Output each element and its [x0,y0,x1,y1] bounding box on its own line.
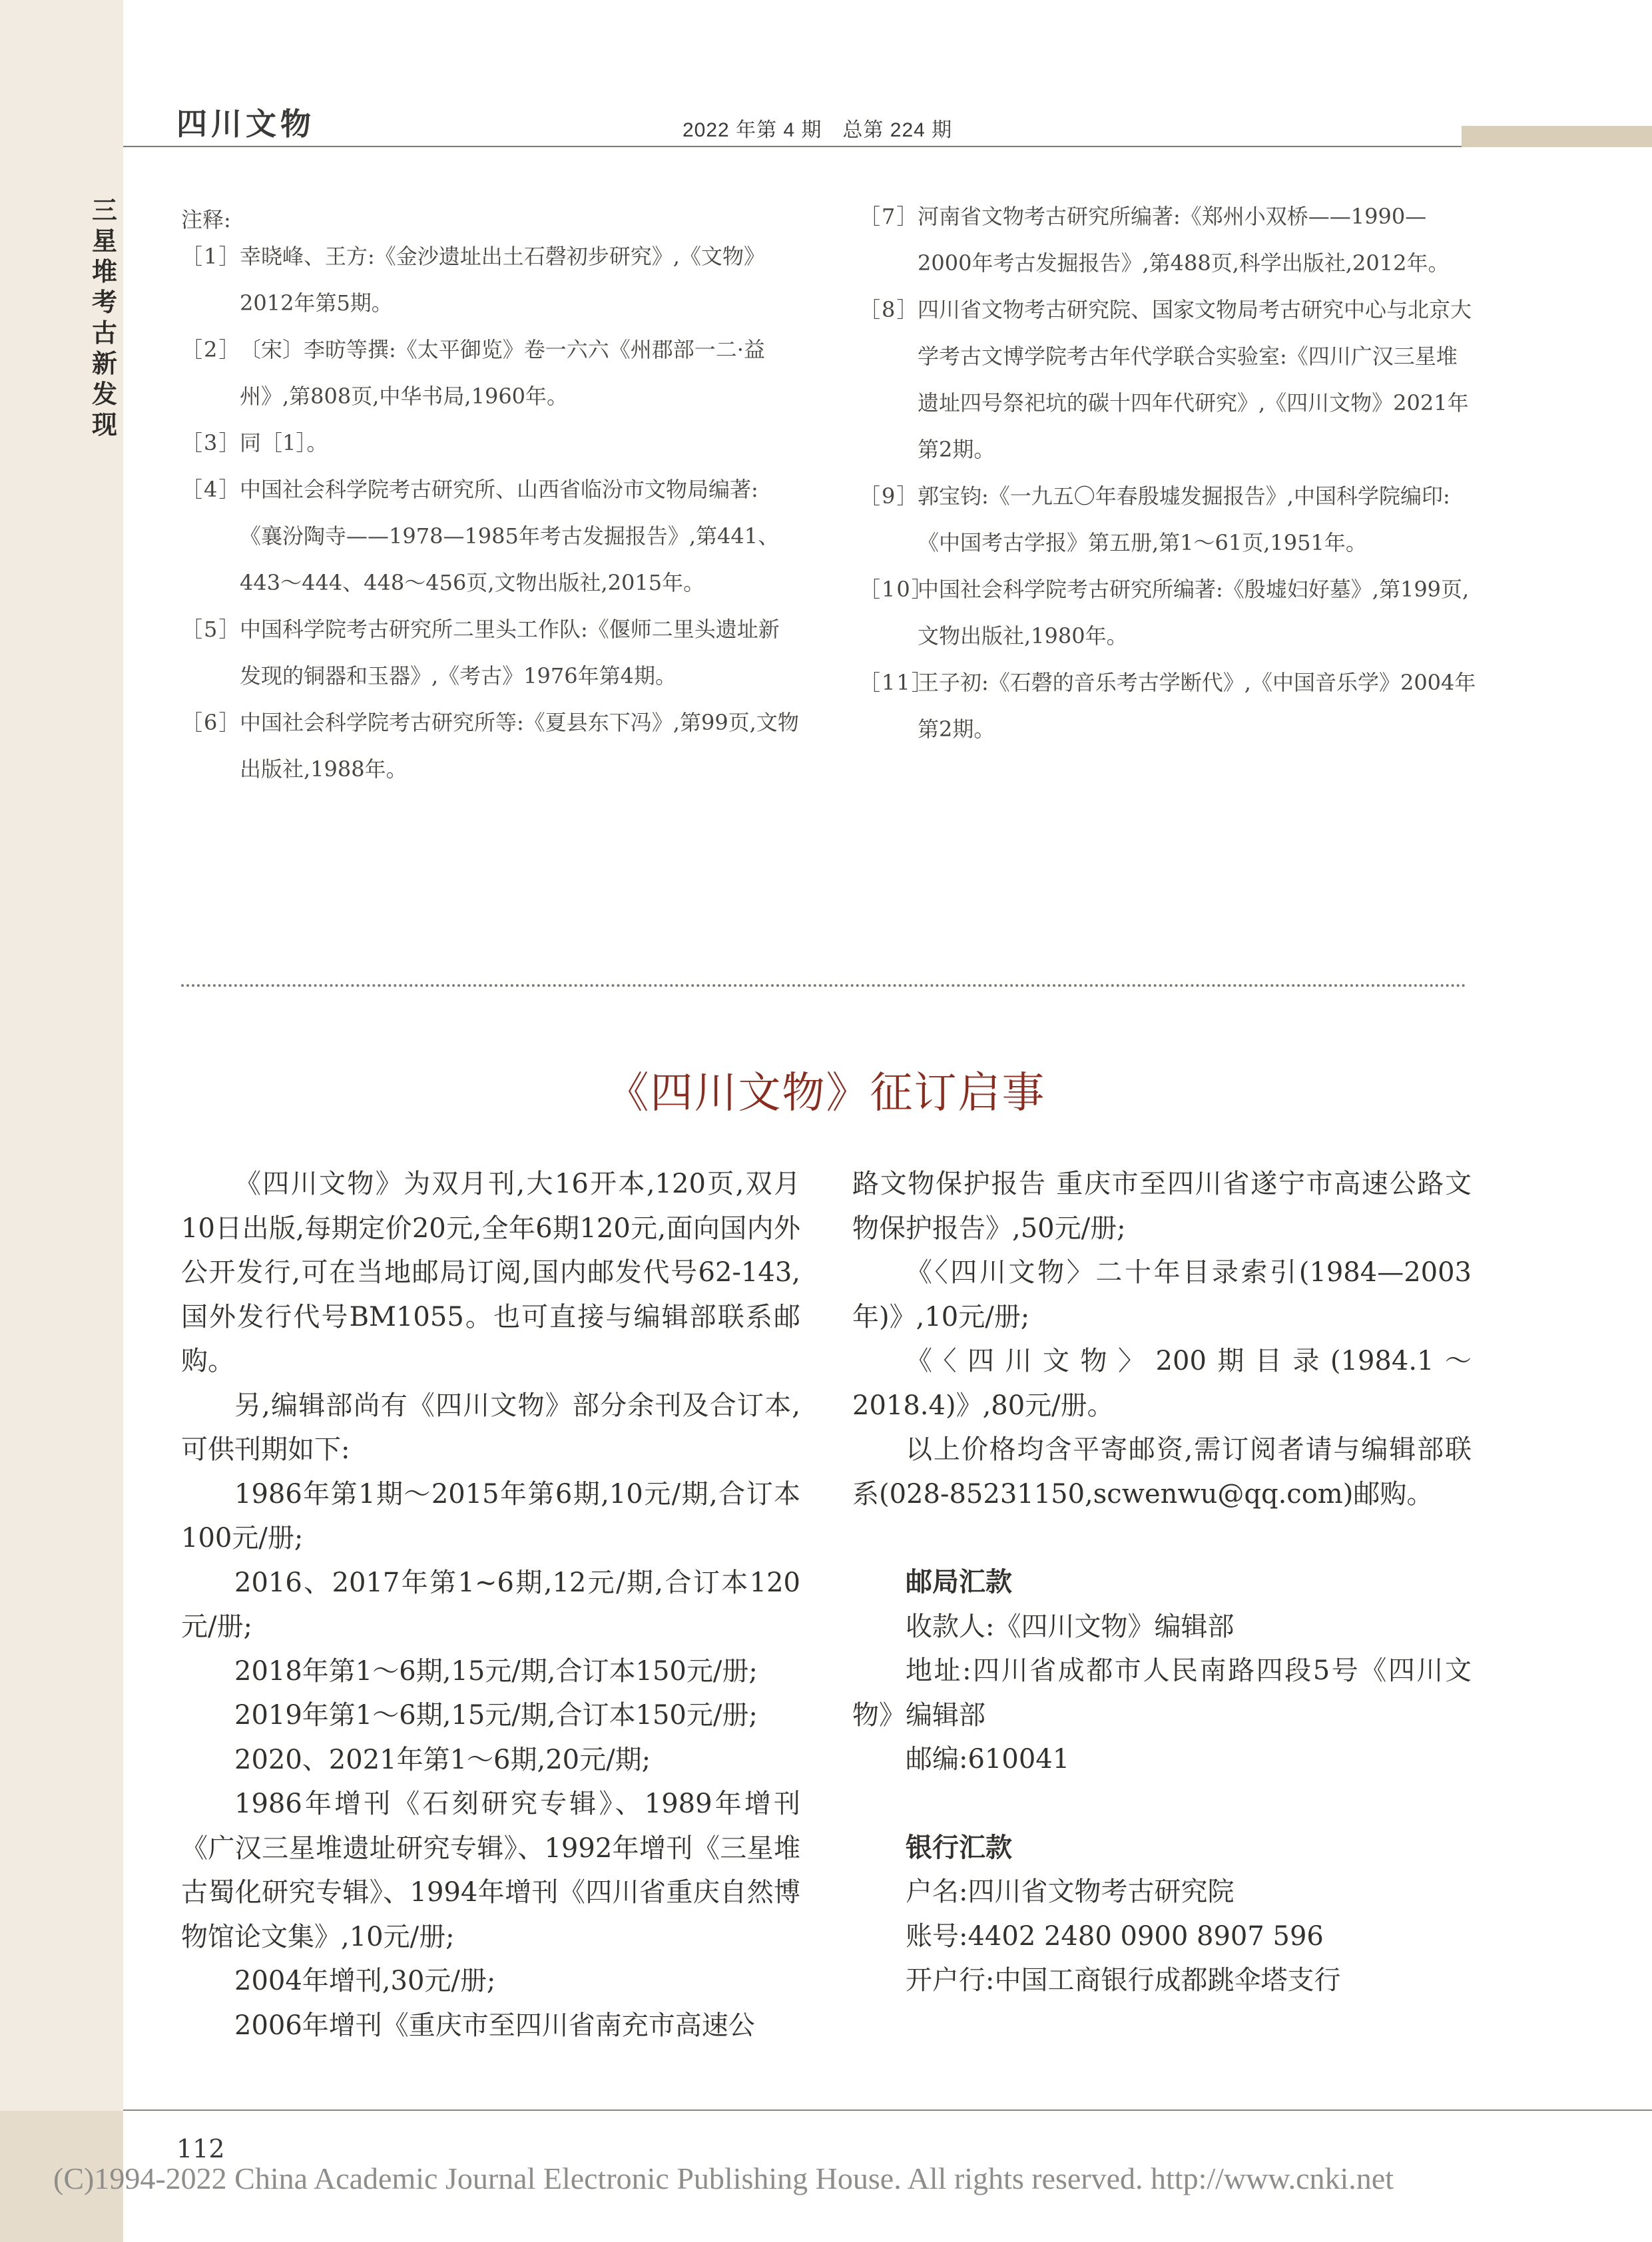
notice-paragraph: 2016、2017年第1~6期,12元/期,合订本120元/册; [181,1567,800,1642]
payee: 收款人:《四川文物》编辑部 [906,1611,1235,1642]
spacer [852,1516,1472,1560]
note-text: 河南省文物考古研究所编著:《郑州小双桥——1990—2000年考古发掘报告》,第488页,科学出版社,2012年。 [918,204,1450,276]
note-text: 中国科学院考古研究所二里头工作队:《偃师二里头遗址新发现的铜器和玉器》,《考古》1976年第4期。 [240,617,780,689]
spacer [852,1782,1472,1826]
note-item [181,326,800,420]
notice-paragraph: 2004年增刊,30元/册; [234,1966,496,1996]
notice-title: 《四川文物》征订启事 [606,1069,1046,1118]
note-text: 中国社会科学院考古研究所、山西省临汾市文物局编著:《襄汾陶寺——1978—1985年考古发掘报告》,第441、443～444、448～456页,文物出版社,2015年。 [240,477,780,595]
note-text: 中国社会科学院考古研究所编著:《殷墟妇好墓》,第199页,文物出版社,1980年。 [918,577,1470,649]
note-number: ［6］ [181,710,242,735]
note-text: 中国社会科学院考古研究所等:《夏县东下冯》,第99页,文物出版社,1988年。 [240,710,799,782]
section-title-char: 考 [91,288,117,317]
note-text: 王子初:《石磬的音乐考古学断代》,《中国音乐学》2004年第2期。 [918,670,1476,742]
section-title-char: 星 [91,226,117,256]
note-item [181,233,800,326]
note-item [181,466,800,606]
section-title-char: 新 [91,349,117,378]
note-item [859,473,1478,566]
note-number: ［11］ [859,670,934,695]
note-number: ［9］ [859,483,920,509]
journal-logo: 四川文物 [176,106,315,142]
note-number: ［7］ [859,204,920,229]
account-number: 账号:4402 2480 0900 8907 596 [906,1920,1324,1952]
header-accent-block [1462,126,1652,147]
account-name: 户名:四川省文物考古研究院 [906,1876,1235,1907]
note-item [181,606,800,699]
footer-rule [123,2109,1652,2111]
notes-right-column [859,193,1478,752]
notice-paragraph: 2020、2021年第1～6期,20元/期; [234,1744,651,1775]
note-number: ［8］ [859,297,920,322]
note-item [859,659,1478,752]
notice-paragraph: 2019年第1～6期,15元/期,合订本150元/册; [234,1700,758,1731]
section-title-char: 古 [91,318,117,348]
note-item [859,286,1478,473]
page-number: 112 [176,2134,225,2163]
note-number: ［4］ [181,477,242,502]
copyright-watermark: (C)1994-2022 China Academic Journal Electronic Publishing House. All rights reserved. http://www.cnki.net [53,2161,1394,2195]
postcode: 邮编:610041 [906,1744,1070,1775]
note-text: 幸晓峰、王方:《金沙遗址出土石磬初步研究》,《文物》2012年第5期。 [240,244,765,316]
notice-paragraph: 2006年增刊《重庆市至四川省南充市高速公 [234,2010,755,2041]
notice-paragraph: 《〈四川文物〉200期目录(1984.1～2018.4)》,80元/册。 [852,1346,1472,1421]
header-rule [123,146,1652,147]
post-office-heading: 邮局汇款 [906,1567,1012,1597]
note-number: ［3］ [181,430,242,455]
section-divider [181,984,1466,987]
issue-info: 2022 年第 4 期 总第 224 期 [683,119,953,141]
note-text: 同［1］。 [240,430,328,455]
note-number: ［2］ [181,337,242,362]
note-text: 郭宝钧:《一九五〇年春殷墟发掘报告》,中国科学院编印:《中国考古学报》第五册,第1～61页,1951年。 [918,483,1450,555]
section-title-vertical [88,195,121,440]
section-title-char: 发 [91,380,117,409]
note-item [181,699,800,792]
notice-paragraph: 以上价格均含平寄邮资,需订阅者请与编辑部联系(028-85231150,scwenwu@qq.com)邮购。 [852,1434,1472,1510]
note-item [181,420,800,466]
notes-heading: 注释: [181,207,231,232]
notice-paragraph: 2018年第1～6期,15元/期,合订本150元/册; [234,1655,758,1687]
notice-right-column [852,1162,1472,2003]
note-item [859,193,1478,286]
note-text: 四川省文物考古研究院、国家文物局考古研究中心与北京大学考古文博学院考古年代学联合实验室:《四川广汉三星堆遗址四号祭祀坑的碳十四年代研究》,《四川文物》2021年第2期。 [918,297,1472,462]
bank-heading: 银行汇款 [906,1832,1012,1863]
note-text: 〔宋〕李昉等撰:《太平御览》卷一六六《州郡部一二·益州》,第808页,中华书局,1960年。 [240,337,765,409]
section-title-char: 三 [91,196,117,225]
notice-paragraph: 《〈四川文物〉二十年目录索引(1984—2003年)》,10元/册; [852,1257,1472,1332]
bank-branch: 开户行:中国工商银行成都跳伞塔支行 [906,1965,1341,1996]
notice-paragraph: 1986年第1期～2015年第6期,10元/期,合订本100元/册; [181,1478,800,1553]
note-number: ［10］ [859,577,934,602]
notice-paragraph: 另,编辑部尚有《四川文物》部分余刊及合订本,可供刊期如下: [181,1390,800,1465]
note-number: ［5］ [181,617,242,642]
notice-paragraph: 1986年增刊《石刻研究专辑》、1989年增刊《广汉三星堆遗址研究专辑》、1992年增刊《三星堆古蜀化研究专辑》、1994年增刊《四川省重庆自然博物馆论文集》,10元/册; [181,1789,800,1952]
notice-paragraph-continued: 路文物保护报告 重庆市至四川省遂宁市高速公路文物保护报告》,50元/册; [852,1169,1472,1244]
note-number: ［1］ [181,244,242,269]
section-title-char: 堆 [91,257,117,286]
section-title-char: 现 [91,410,117,439]
notice-left-column [181,1162,800,2048]
note-item [859,566,1478,659]
notes-left-column [181,233,800,792]
address: 地址:四川省成都市人民南路四段5号《四川文物》编辑部 [852,1655,1472,1731]
notice-paragraph: 《四川文物》为双月刊,大16开本,120页,双月10日出版,每期定价20元,全年6期120元,面向国内外公开发行,可在当地邮局订阅,国内邮发代号62-143,国外发行代号BM1055。也可直接与编辑部联系邮购。 [181,1169,800,1376]
